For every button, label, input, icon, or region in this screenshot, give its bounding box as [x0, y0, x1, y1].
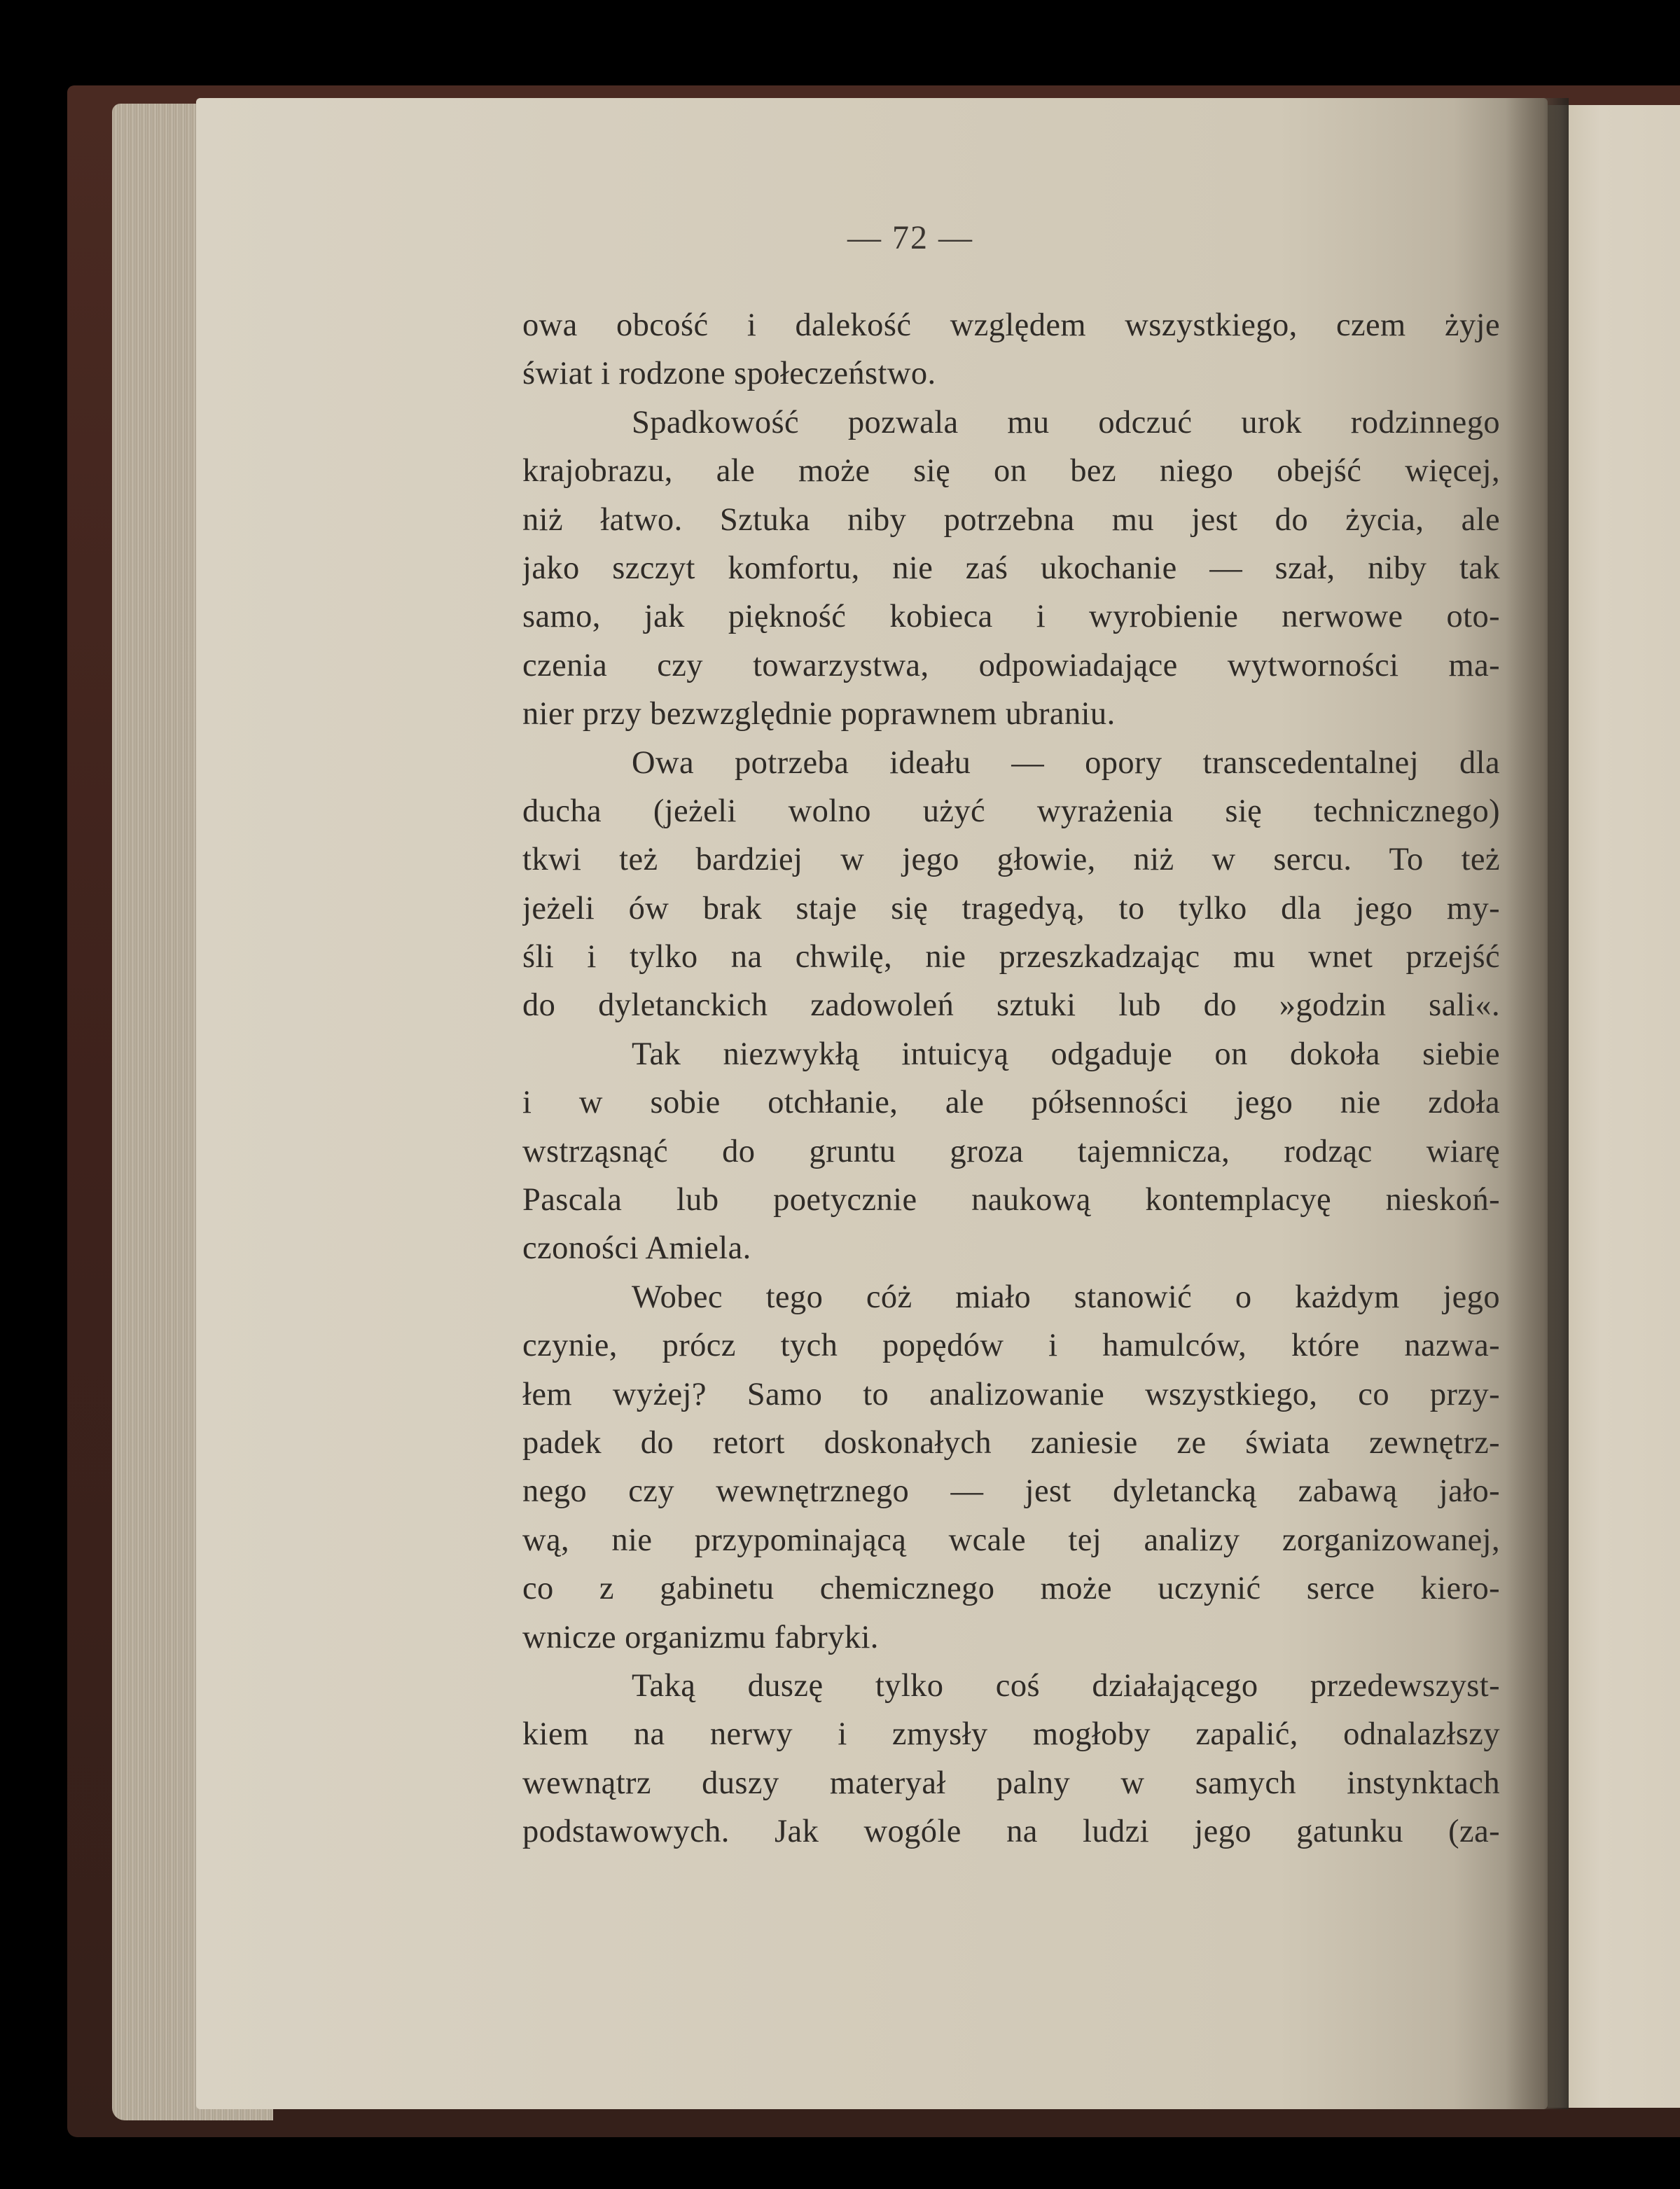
text-line: ducha (jeżeli wolno użyć wyrażenia się technicznego): [522, 793, 1500, 829]
text-line: tkwi też bardziej w jego głowie, niż w sercu. To też: [522, 842, 1500, 878]
text-line: jako szczyt komfortu, nie zaś ukochanie — szał, niby tak: [522, 550, 1500, 586]
text-line: Taką duszę tylko coś działającego przedewszyst-: [632, 1667, 1500, 1704]
text-line: Owa potrzeba ideału — opory transcedentalnej dla: [632, 744, 1500, 781]
text-line: świat i rodzone społeczeństwo.: [522, 356, 936, 392]
text-line: samo, jak piękność kobieca i wyrobienie nerwowe oto-: [522, 599, 1500, 635]
text-line: czenia czy towarzystwa, odpowiadające wytworności ma-: [522, 647, 1500, 683]
text-line: jeżeli ów brak staje się tragedyą, to tylko dla jego my-: [522, 890, 1500, 926]
text-line: łem wyżej? Samo to analizowanie wszystkiego, co przy-: [522, 1376, 1500, 1412]
page-number: — 72 —: [847, 219, 973, 256]
text-line: podstawowych. Jak wogóle na ludzi jego gatunku (za-: [522, 1814, 1500, 1850]
page-gutter-shadow: [1506, 98, 1569, 2109]
text-line: do dyletanckich zadowoleń sztuki lub do »godzin sali«.: [522, 987, 1500, 1024]
text-line: śli i tylko na chwilę, nie przeszkadzając mu wnet przejść: [522, 939, 1500, 975]
text-line: wą, nie przypominającą wcale tej analizy zorganizowanej,: [522, 1522, 1500, 1558]
body-text: [522, 301, 1500, 1856]
text-line: co z gabinetu chemicznego może uczynić serce kiero-: [522, 1571, 1500, 1607]
text-line: czoności Amiela.: [522, 1230, 751, 1267]
text-line: krajobrazu, ale może się on bez niego obejść więcej,: [522, 453, 1500, 489]
text-line: nier przy bezwzględnie poprawnem ubraniu.: [522, 696, 1116, 732]
text-line: i w sobie otchłanie, ale półsenności jego nie zdoła: [522, 1085, 1500, 1121]
text-line: kiem na nerwy i zmysły mogłoby zapalić, odnalazłszy: [522, 1716, 1500, 1753]
text-line: nego czy wewnętrznego — jest dyletancką zabawą jało-: [522, 1473, 1500, 1510]
text-line: padek do retort doskonałych zaniesie ze świata zewnętrz-: [522, 1424, 1500, 1461]
text-line: Wobec tego cóż miało stanowić o każdym jego: [632, 1279, 1500, 1315]
text-line: Pascala lub poetycznie naukową kontemplacyę nieskoń-: [522, 1182, 1500, 1218]
text-line: wewnątrz duszy materyał palny w samych instynktach: [522, 1765, 1500, 1801]
text-line: wstrząsnąć do gruntu groza tajemnicza, rodząc wiarę: [522, 1133, 1500, 1169]
text-line: niż łatwo. Sztuka niby potrzebna mu jest do życia, ale: [522, 501, 1500, 538]
text-line: owa obcość i dalekość względem wszystkiego, czem żyje: [522, 307, 1500, 343]
text-line: Tak niezwykłą intuicyą odgaduje on dokoła siebie: [632, 1036, 1500, 1072]
text-line: Spadkowość pozwala mu odczuć urok rodzinnego: [632, 404, 1500, 440]
text-line: wnicze organizmu fabryki.: [522, 1619, 879, 1655]
text-line: czynie, prócz tych popędów i hamulców, które nazwa-: [522, 1328, 1500, 1364]
